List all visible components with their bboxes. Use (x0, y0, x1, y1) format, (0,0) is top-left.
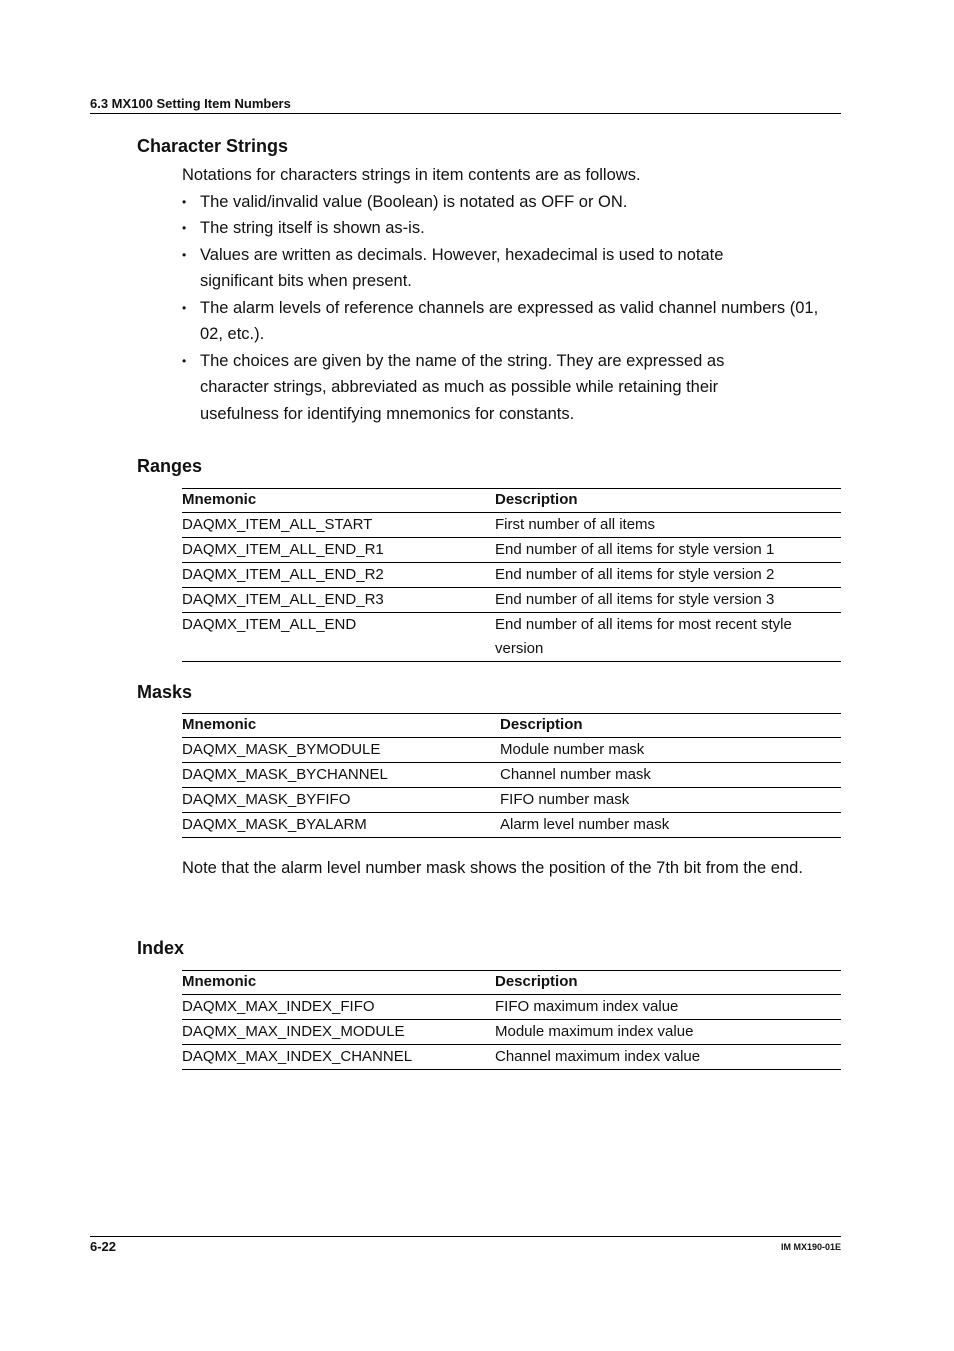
table-row: DAQMX_MASK_BYMODULE Module number mask (182, 738, 841, 763)
table-row: DAQMX_ITEM_ALL_START First number of all items (182, 513, 841, 538)
table-row: DAQMX_ITEM_ALL_END End number of all items for most recent style version (182, 613, 841, 662)
column-header-description: Description (495, 971, 841, 995)
document-id: IM MX190-01E (780, 1242, 841, 1252)
table-row: DAQMX_ITEM_ALL_END_R2 End number of all items for style version 2 (182, 563, 841, 588)
table-header-row (182, 971, 841, 995)
character-strings-intro: Notations for characters strings in item contents are as follows. (182, 166, 641, 184)
table-row: DAQMX_MASK_BYFIFO FIFO number mask (182, 788, 841, 813)
masks-note: Note that the alarm level number mask shows the position of the 7th bit from the end. (182, 859, 803, 877)
column-header-mnemonic: Mnemonic (182, 714, 500, 738)
table-row: DAQMX_ITEM_ALL_END_R3 End number of all items for style version 3 (182, 588, 841, 613)
page-number: 6-22 (90, 1239, 117, 1254)
character-strings-body (182, 162, 842, 427)
page-header: 6.3 MX100 Setting Item Numbers (90, 96, 841, 114)
column-header-mnemonic: Mnemonic (182, 489, 495, 513)
table-row: DAQMX_MAX_INDEX_MODULE Module maximum index value (182, 1020, 841, 1045)
list-item: • The string itself is shown as-is. (182, 219, 425, 237)
footer-divider (90, 1236, 841, 1237)
column-header-description: Description (500, 714, 841, 738)
table-header-row (182, 714, 841, 738)
index-title: Index (137, 938, 185, 958)
table-row: DAQMX_MASK_BYALARM Alarm level number mask (182, 813, 841, 838)
list-item: • Values are written as decimals. However, hexadecimal is used to notate significant bits when present. (182, 245, 724, 290)
table-row: DAQMX_ITEM_ALL_END_R1 End number of all items for style version 1 (182, 538, 841, 563)
list-item: • The choices are given by the name of the string. They are expressed as character strings, abbreviated as much as possible while retaining their usefulness for identifying mnemonics for constants. (182, 351, 725, 423)
list-item: • The alarm levels of reference channels are expressed as valid channel numbers (01, 02, etc.). (182, 298, 819, 343)
table-header-row (182, 489, 841, 513)
table-row: DAQMX_MAX_INDEX_FIFO FIFO maximum index value (182, 995, 841, 1020)
ranges-title: Ranges (137, 456, 203, 476)
column-header-mnemonic: Mnemonic (182, 971, 495, 995)
list-item: • The valid/invalid value (Boolean) is notated as OFF or ON. (182, 192, 628, 211)
column-header-description: Description (495, 489, 841, 513)
table-row: DAQMX_MASK_BYCHANNEL Channel number mask (182, 763, 841, 788)
ranges-table (182, 488, 841, 662)
character-strings-title: Character Strings (137, 136, 289, 156)
masks-table (182, 713, 841, 838)
index-table (182, 970, 841, 1070)
character-strings-list (182, 189, 842, 428)
masks-title: Masks (137, 682, 193, 702)
table-row: DAQMX_MAX_INDEX_CHANNEL Channel maximum index value (182, 1045, 841, 1070)
